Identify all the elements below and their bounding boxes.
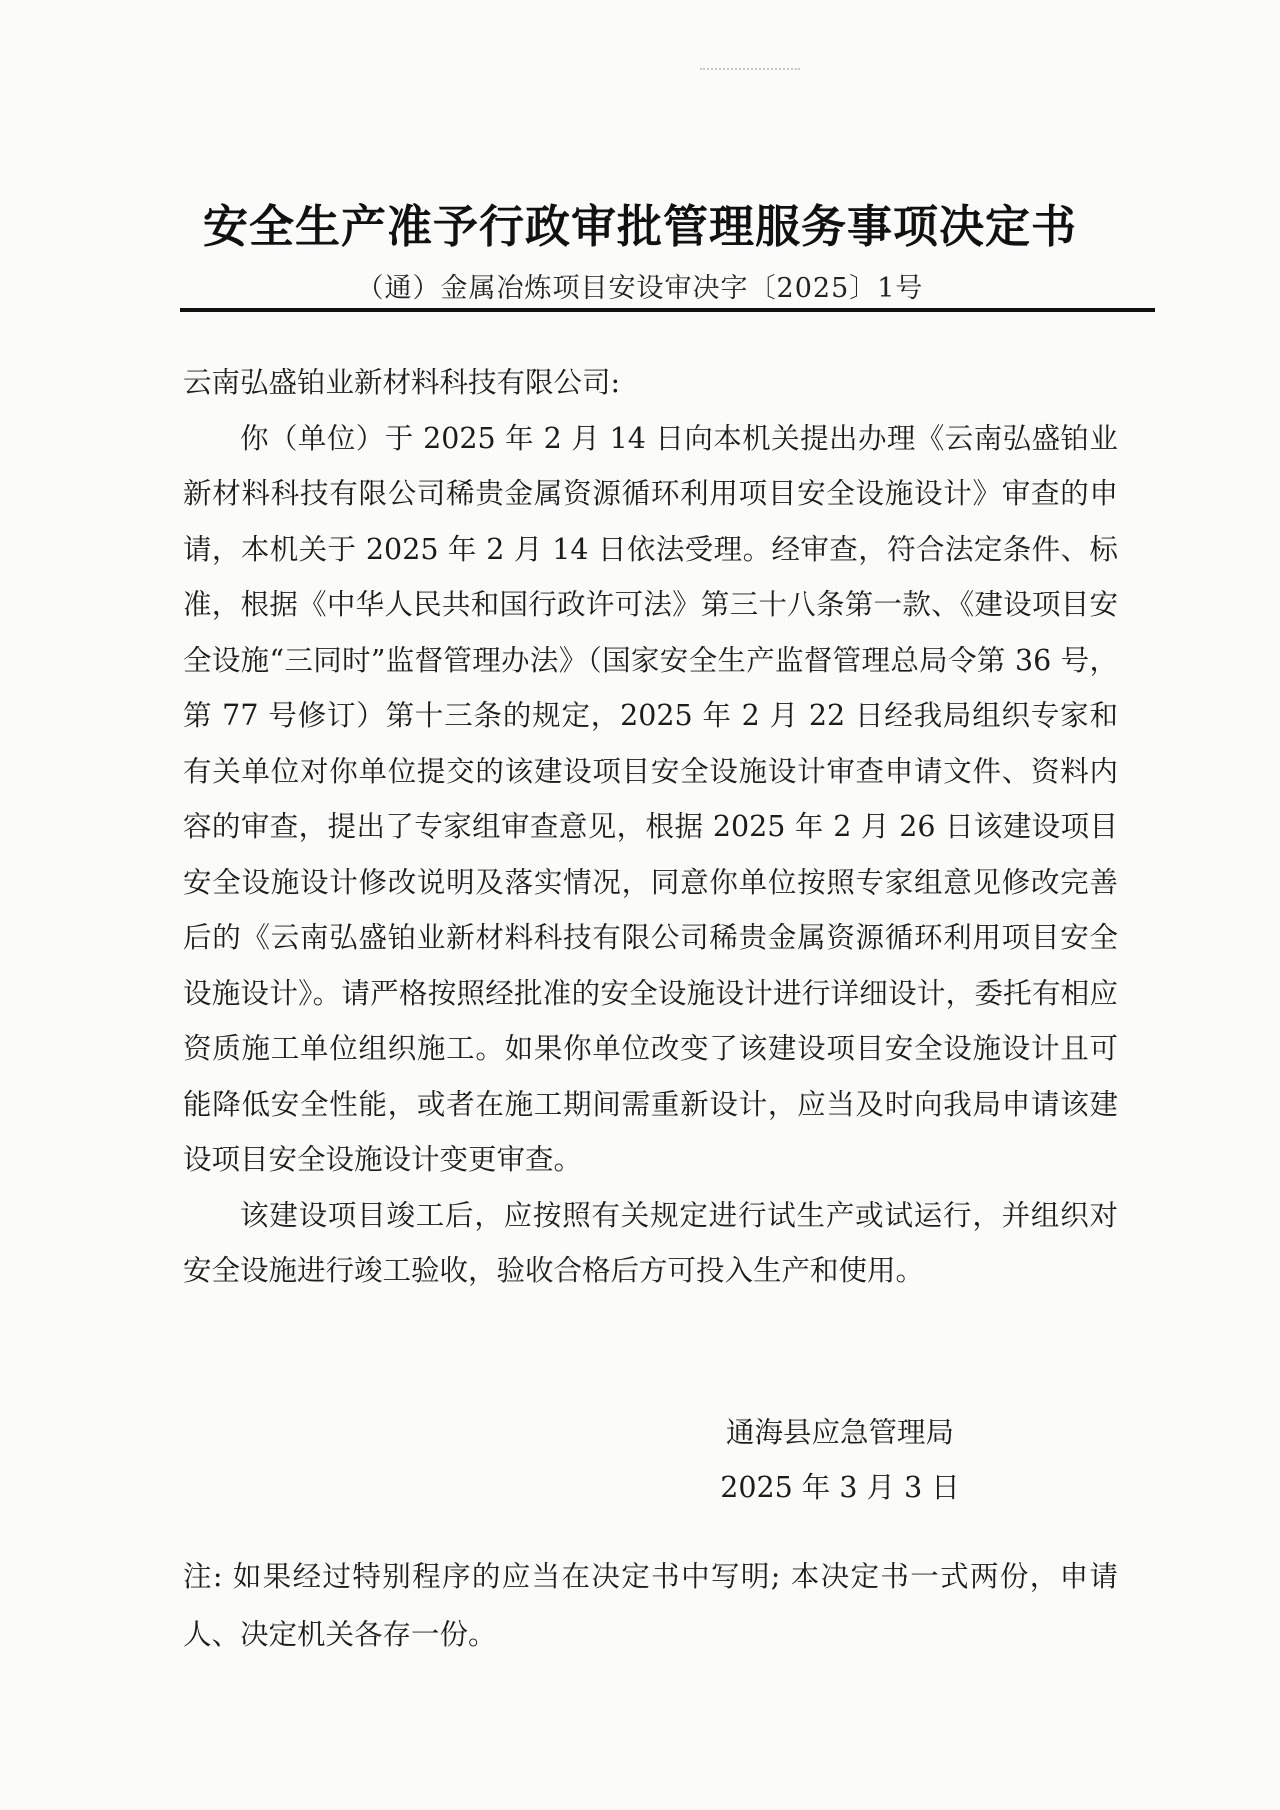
scan-mark xyxy=(700,68,800,74)
document-body xyxy=(183,355,1118,1299)
body-paragraph-2: 该建设项目竣工后，应按照有关规定进行试生产或试运行，并组织对安全设施进行竣工验收，验收合格后方可投入生产和使用。 xyxy=(183,1198,1118,1287)
issue-date: 2025 年 3 月 3 日 xyxy=(720,1471,960,1504)
issuer-name: 通海县应急管理局 xyxy=(725,1416,954,1449)
document-title: 安全生产准予行政审批管理服务事项决定书 xyxy=(202,200,1077,253)
body-paragraph-1: 你（单位）于 2025 年 2 月 14 日向本机关提出办理《云南弘盛铂业新材料科技有限公司稀贵金属资源循环利用项目安全设施设计》审查的申请，本机关于 2025 年 2 月 14 日依法受理。经审查，符合法定条件、标准，根据《中华人民共和国行政许可法》第三十八条第一款、《建设项目安全设施“三同时”监督管理办法》（国家安全生产监督管理总局令第 36 号，第 77 号修订）第十三条的规定，2025 年 2 月 22 日经我局组织专家和有关单位对你单位提交的该建设项目安全设施设计审查申请文件、资料内容的审查，提出了专家组审查意见，根据 2025 年 2 月 26 日该建设项目安全设施设计修改说明及落实情况，同意你单位按照专家组意见修改完善后的《云南弘盛铂业新材料科技有限公司稀贵金属资源循环利用项目安全设施设计》。请严格按照经批准的安全设施设计进行详细设计，委托有相应资质施工单位组织施工。如果你单位改变了该建设项目安全设施设计且可能降低安全性能，或者在施工期间需重新设计，应当及时向我局申请该建设项目安全设施设计变更审查。 xyxy=(183,421,1118,1176)
recipient-line: 云南弘盛铂业新材料科技有限公司: xyxy=(183,366,621,399)
header-divider xyxy=(180,308,1155,312)
document-number: （通）金属冶炼项目安设审决字〔2025〕1号 xyxy=(356,273,924,304)
footnote: 注: 如果经过特别程序的应当在决定书中写明; 本决定书一式两份，申请人、决定机关各存一份。 xyxy=(183,1560,1118,1651)
signature-block xyxy=(700,1405,980,1515)
